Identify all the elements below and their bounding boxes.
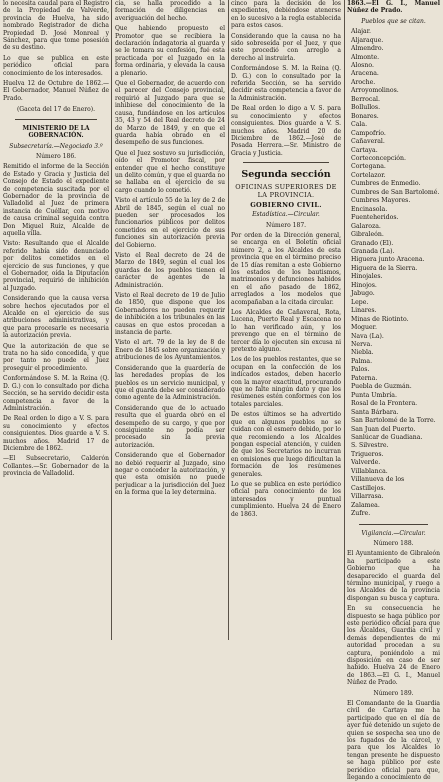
town-list-item: Palma. [351,357,373,365]
town-list-item: San Juan del Puerto. [351,425,416,433]
town-list-item: Berrocal. [351,95,380,103]
column-1 [3,0,109,640]
town-list-item: Cañaveral. [351,138,385,146]
divider [359,524,428,525]
town-list-item: Linares. [351,307,377,315]
town-list-item: Puebla de Guzmán. [351,383,412,391]
gazette-reference: (Gaceta del 17 de Enero). [16,106,96,114]
town-list-item: Aljaraque. [351,36,384,44]
town-list-item: Cortegana. [351,163,386,171]
paragraph: Visto: Resultando que el Alcalde referido había sido denunciado por delitos cometidos en el ejercicio de sus funciones, y que el Gobernador, oída la Diputación provincial, requirió de inhibición al Juzgado. [3,240,109,292]
column-rule [344,0,345,640]
paragraph: Conformándose S. M. la Reina (Q. D. G.) con lo consultado por la referida Sección, se ha servido decidir esta competencia a favor de la Administración. [231,65,341,102]
paragraph: De estos últimos se ha advertido que en algunos pueblos no se cuidan con el esmero debido, por lo que recomiendo a los Alcaldes pongan especial atención, y cuiden de que los Secretarios no incurran en omisiones que luego dificultan la formación de los resúmenes generales. [231,411,341,478]
paragraph: Visto el Real decreto de 19 de Julio de 1850, que dispone que los Gobernadores no pueden requerir de inhibición a los tribunales en las causas en que estos procedan a instancia de parte. [115,292,225,337]
town-list-item: Zalamea. [351,501,380,509]
town-list-item: Hinojos. [351,281,377,289]
item-number: Número 188. [373,539,414,547]
town-list-item: Paterna. [351,374,378,382]
town-list-item: Alosno. [351,62,374,70]
subsection-heading: Estadística.—Circular. [252,211,320,219]
town-list-item: Nerva. [351,340,373,348]
paragraph: Considerando que el Gobernador no debió requerir al Juzgado, sino negar o conceder la autorización, y que esta omisión no puede perjudicar a la jurisdicción del Juez en la forma que la ley determina. [115,452,225,497]
town-list-item: Santa Bárbara. [351,408,399,416]
paragraph: Considerando que la causa no ha sido sobreseída por el Juez, y que este procedió con arreglo a derecho al instruirla. [231,32,341,62]
paragraph: cia, se halla procedido a la formación de diligencias en averiguación del hecho. [115,0,225,22]
paragraph: Los Alcaldes de Cañaveral, Rota, Lucena, Puerto Real y Escacena no lo han verificado aún, y los prevengo que en el término de tercer día lo ejecuten sin excusa ni pretexto alguno. [231,309,341,354]
paragraph: Considerando que de lo actuado resulta que el guarda obró en el desempeño de su cargo, y que por consiguiente no podía ser procesado sin la previa autorización. [115,404,225,449]
paragraph: Visto el artículo 55 de la ley de 2 de Abril de 1845, según el cual no pueden ser procesados los funcionarios públicos por delitos cometidos en el ejercicio de sus funciones sin autorización previa del Gobierno. [115,197,225,249]
town-list-item: Rosal de la Frontera. [351,400,418,408]
column-3 [231,0,341,640]
paragraph: Visto el Real decreto de 24 de Marzo de 1849, según el cual los guardas de los pueblos tienen el carácter de agentes de la Administración. [115,252,225,289]
town-list-item: Villarrasa. [351,493,384,501]
town-list-item: Cumbres Mayores. [351,197,411,205]
town-list-item: Jabugo. [351,290,375,298]
town-list-item: Aracena. [351,70,379,78]
town-list-item: Alajar. [351,28,371,36]
paragraph: El Ayuntamiento de Gibraleón ha participado a este Gobierno que ha desaparecido el guarda del término municipal, y ruego a los Alcaldes de la provincia dispongan su busca y captura. [347,550,440,602]
town-list-item: Fuenteheridos. [351,214,399,222]
paragraph: En su consecuencia he dispuesto se haga público por este periódico oficial para que los Alcaldes, Guardia civil y demás dependientes de mi autoridad procedan a su captura, poniéndolo a mi disposición en caso de ser habido. Huelva 24 de Enero de 1863.—El G. I., Manuel Núñez de Prado. [347,605,440,687]
town-list-item: Nava (La). [351,332,384,340]
paragraph: Por orden de la Dirección general, se encarga en el Boletín oficial número 2, a los Alcaldes de esta provincia que en el término preciso de 15 días remitan a este Gobierno los estados de los bautismos, matrimonios y defunciones habidos en el año pasado de 1862, arreglados a los modelos que acompañaban a la citada circular. [231,231,341,306]
government-heading: GOBIERNO CIVIL. [250,201,322,210]
town-list-item: Arroyomolinos. [351,87,399,95]
town-list-item: Cartaya. [351,146,378,154]
paragraph: cinco para la decisión de los expedientes, debiéndose atenerse en lo sucesivo a la regla establecida para estos casos. [231,0,341,30]
subsection-heading: Vigilancia.—Circular. [361,529,426,537]
town-list-item: Trigueros. [351,450,384,458]
paragraph: Que habiendo propuesto el Promotor que se recibiera la declaración indagatoria al guarda y se le tomara su confesión, fué esta practicada por el Juzgado en la forma ordinaria, y elevada la causa a plenario. [115,25,225,77]
section-title: Segunda sección [241,169,331,181]
paragraph: Que el Gobernador, de acuerdo con el parecer del Consejo provincial, requirió al Juzgado para que se inhibiese del conocimiento de la causa, fundándose en los artículos 35, 43 y 54 del Real decreto de 24 de Marzo de 1849, y en que el guarda había obrado en el desempeño de sus funciones. [115,80,225,147]
paragraph: Remitido el informe de la Sección de Estado y Gracia y Justicia del Consejo de Estado el expediente de competencia suscitada por el Gobernador de la provincia de Valladolid al Juez de primera instancia de Cuéllar, con motivo de causa criminal seguida contra Don Miguel Ruiz, Alcalde de aquella villa. [3,163,109,237]
paragraph: De Real orden lo digo a V. S. para su conocimiento y efectos consiguientes. Dios guarde a V. S. muchos años. Madrid 17 de Diciembre de 1862. [3,415,109,452]
paragraph: El Comandante de la Guardia civil de Cartaya me ha participado que en el día de ayer fué detenido un sujeto de quien se sospecha sea uno de los fugados de la cárcel, y para que los Alcaldes lo tengan presente he dispuesto se haga público por este periódico oficial para que, llegando a conocimiento de [347,700,440,782]
town-list-item: Higuera de la Sierra. [351,264,418,272]
town-list-item: Lepe. [351,298,369,306]
signature-line: De Real orden lo digo a V. S. para su conocimiento y efectos consiguientes. Dios guarde a V. S. muchos años. Madrid 20 de Diciembre de 1862.—José de Posada Herrera.—Sr. Ministro de Gracia y Justicia. [231,105,341,157]
town-list-item: Granado (El). [351,239,394,247]
town-list-item: Almendro. [351,45,384,53]
town-list-item: Corteconcepción. [351,155,406,163]
town-list-item: Palos. [351,366,370,374]
item-number: Número 187. [265,221,307,229]
town-list-item: Cumbres de Enmedio. [351,180,421,188]
signature-line: 1863.—El G. I., Manuel Núñez de Prado. [347,0,440,15]
paragraph: Visto el art. 79 de la ley de 8 de Enero de 1845 sobre organización y atribuciones de los Ayuntamientos. [115,339,225,362]
town-list-item: Bonares. [351,112,379,120]
town-list-item: Valverde. [351,459,381,467]
paragraph: Considerando que la guardería de las heredades propias de los pueblos es un servicio municipal, y que el guarda debe ser considerado como agente de la Administración. [115,364,225,402]
offices-heading: OFICINAS SUPERIORES DE LA PROVINCIA. [235,183,337,200]
town-list-item: Almonte. [351,53,380,61]
town-list-item: Cortelazor. [351,171,386,179]
town-list-item: San Bartolomé de la Torre. [351,417,436,425]
item-number: Número 186. [35,152,77,160]
town-list-item: Sanlúcar de Guadiana. [351,433,423,441]
paragraph: Lo que se publica en este periódico oficial para conocimiento de los interesados y puntual cumplimiento. Huelva 24 de Enero de 1863. [231,480,341,518]
town-list-item: Hinojales. [351,273,383,281]
paragraph: Considerando que la causa versa sobre hechos ejecutados por el Alcalde en el ejercicio de sus atribuciones administrativas, y que para procesarle es necesaria la autorización previa. [3,295,109,340]
signature-line: —El Subsecretario, Calderón Collantes.—Sr. Gobernador de la provincia de Valladolid. [3,455,109,478]
town-list-item: Niebla. [351,349,374,357]
item-number: Número 189. [373,689,414,697]
divider [243,162,329,163]
town-list-item: Galaroza. [351,222,381,230]
town-list-item: Aroche. [351,78,376,86]
town-list-item: Cala. [351,121,368,129]
town-list [347,28,440,518]
column-rule [111,0,112,640]
town-list-item: Villablanca. [351,467,388,475]
paragraph: Conformándose S. M. la Reina (Q. D. G.) con lo consultado por dicha Sección, se ha servido decidir esta competencia a favor de la Administración. [3,375,109,412]
town-list-item: Moguer. [351,324,377,332]
town-list-item: Campofrío. [351,129,386,137]
section-heading: MINISTERIO DE LA GOBERNACIÓN. [22,124,90,140]
column-2 [115,0,225,640]
list-title: Pueblos que se citan. [361,17,426,25]
column-rule [228,0,229,640]
paragraph: lo necesita caudal para el Registro de la Propiedad de Valverde, provincia de Huelva, ha sido nombrado Registrador de dicha Propiedad D. José Monreal y Sánchez, para que tome posesión de su destino. [3,0,109,52]
town-list-item: Villanueva de los Castillejos. [351,476,405,492]
town-list-item: Minas de Riotinto. [351,315,409,323]
town-list-item: Higuera junto Aracena. [351,256,425,264]
column-4 [347,0,440,782]
town-list-item: Encinasola. [351,205,388,213]
paragraph: Lo que se publica en este periódico oficial para conocimiento de los interesados. [3,54,109,77]
town-list-item: Zufre. [351,510,371,518]
divider [15,119,97,120]
paragraph: Que la autorización de que se trata no ha sido concedida, y que por tanto no puede el Juez proseguir el procedimiento. [3,342,109,372]
town-list-item: Punta Umbría. [351,391,397,399]
signature-line: Huelva 12 de Octubre de 1862.—El Gobernador, Manuel Núñez de Prado. [3,80,109,102]
paragraph: Que el Juez sostuvo su jurisdicción, oído el Promotor fiscal, por entender que el hecho constituye un delito común, y que el guarda no se hallaba en el ejercicio de su cargo cuando lo cometió. [115,149,225,194]
town-list-item: Gibraleón. [351,231,384,239]
town-list-item: S. Silvestre. [351,442,389,450]
subsection-heading: Subsecretaría.—Negociado 3.º [9,142,103,150]
town-list-item: Cumbres de San Bartolomé. [351,188,440,196]
town-list-item: Bollullos. [351,104,381,112]
town-list-item: Granada (La). [351,248,395,255]
paragraph: Los de los pueblos restantes, que se ocupan en la confección de los indicados estados, deben hacerlo con la mayor exactitud, procurando que no falte ningún dato y que los resúmenes estén conformes con los totales parciales. [231,356,342,408]
